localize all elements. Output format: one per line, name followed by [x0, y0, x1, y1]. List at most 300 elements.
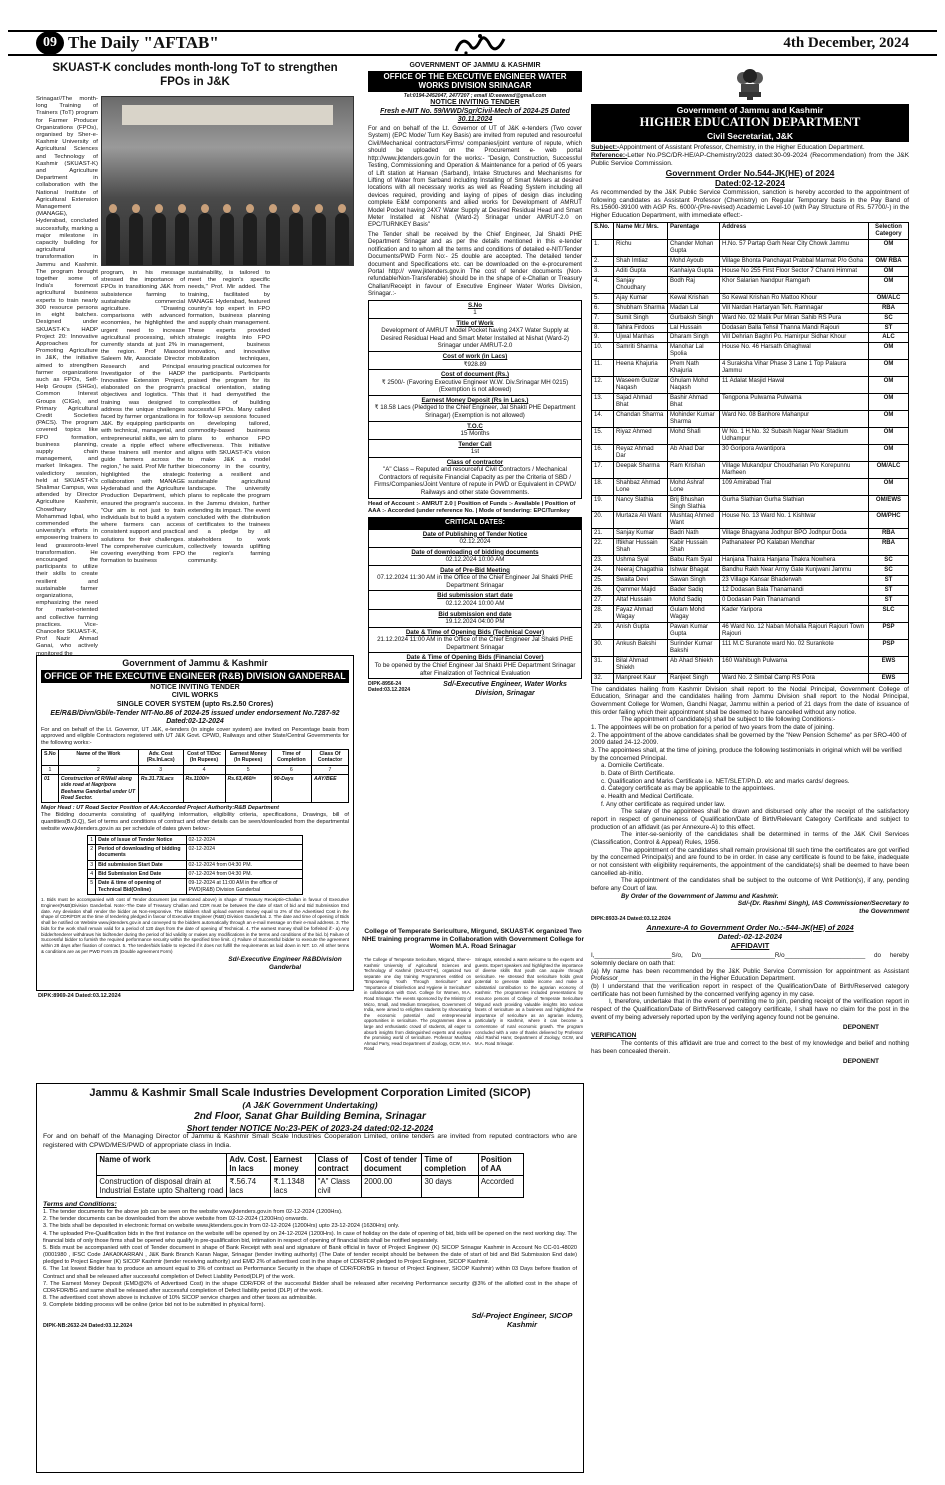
hed-condition: e. Health and Medical Certificate. — [601, 793, 694, 800]
hed-candidate-row — [592, 323, 909, 333]
rnb-system: SINGLE COVER SYSTEM (upto Rs.2.50 Crores) — [116, 701, 274, 708]
ww-date-value: 21.12.2024 11:00 AM in the Office of the Chief Engineer Jal Shakti PHE Department Srinagar — [377, 636, 573, 651]
news-column-2: program, in his message stressed the importance of FPOs in transitioning J&K from subsistence farming to sustainable commercial agriculture. "Drawing comparisons with advanced economies, he highlighted the urgent need to increase agricultural processing, which currently stands at just 2% in the region. Prof Masood Saleem Mir, Associate Director Research and Principal Investigator of the HADP Innovative Extension Project, elaborated on the program's objectives and logistics. "This training was designed to address the unique challenges faced by farmer organizations in J&K. By equipping participants with technical, managerial, and entrepreneurial skills, we aim to create a ripple effect where these trainers will mentor and guide farmers across the region," he said. Prof Mir further highlighted the strategic collaboration with MANAGE Hyderabad and the Agriculture Production Department, which ensured the program's success. "Our aim is not just to train individuals but to build a system where farmers can access consistent support and practical solutions for their challenges. The comprehensive curriculum, covering everything from FPO formation to business — [101, 270, 185, 565]
rnb-cell: 90-Days — [271, 775, 311, 803]
address-cell: Tengpona Pulwama Pulwama — [720, 394, 869, 411]
parentage-cell: Ram Krishan — [668, 461, 720, 478]
category-cell: OM — [869, 239, 909, 256]
category-cell: ST — [869, 596, 909, 606]
name-cell: Waseem Gulzar Naqash — [614, 377, 668, 394]
ww-label: Cost of work (in Lacs) — [442, 353, 508, 361]
hed-sec: Civil Secretariat, J&K — [707, 130, 793, 141]
sched-cell: Date & time of opening of Technical Bid(Online) — [96, 879, 186, 895]
hed-candidate-row — [592, 266, 909, 276]
parentage-cell: Mohd Sadiq — [668, 596, 720, 606]
hed-condition: 2. The appointment of the above candidates shall be governed by the "New Pension Scheme" as per SRO-400 of 2009 dated 24-12-2009. — [591, 731, 907, 747]
hed-candidate-row — [592, 596, 909, 606]
category-cell: OM — [869, 343, 909, 360]
address-cell: Vill Nardan Hartaryan Teh. Ramnagar — [720, 303, 869, 313]
rnb-conditions: 1. Bids must be accompanied with cost of Tender document (as mentioned above) in shape of Treasury Receipt/e-Challan in favour of Executive Engineer(R&B)Division Ganderbal. Note:-The Date of Treasury Challan and CDR must be between the date of start of bid and Bid Submission End date. Any deviation shall render the bidder as Non-responsive. The Bidders shall upload earnest money equal to 2% of the Advertised Cost in the shape of CDR/FDR at the time of tendering pledged in favour of Executive Engineer (R&B) Division Ganderbal. 2. The date and time of opening of Bids shall be notified on Website www.jktenders.gov.in and conveyed to the bidders automatically through an e-mail message on their e-mail address. 3. The bids for the work shall remain valid for a period of 120 days from the date of opening of Technical. 4. The earnest money shall be forfeited if:- a) Any bidder/tenderer withdraws his bid/tender during the period of bid validity or makes any modifications in the terms and conditions of the bid. b) Failure of Successful bidder to furnish the required performance security within the specified time limit. c) Failure of Successful bidder to execute the agreement within 28 days after fixation of contract. 5. The tender/bids liable to rejected if it does not fulfill the requirements as laid down in NIT. 10. All other terms & conditions are as per PWD Form 25 (Double agreement Form) — [41, 897, 349, 954]
ww-date-label: Date of Publishing of Tender Notice — [422, 530, 528, 538]
name-cell: Ankush Bakshi — [614, 639, 668, 656]
ww-office: OFFICE OF THE EXECUTIVE ENGINEER WATER WORKS DIVISION SRINAGAR — [368, 71, 582, 93]
address-cell: Hanjana Thakra Hanjana Thakra Nowhera — [720, 556, 869, 566]
hed-candidate-row — [592, 411, 909, 428]
sicop-th: Cost of tender document — [362, 1153, 422, 1175]
hed-candidate-row — [592, 343, 909, 360]
serial-cell: 15. — [592, 427, 614, 444]
serial-cell: 24. — [592, 566, 614, 576]
hed-condition: d. Category certificate as may be applicable to the appointees. — [601, 785, 775, 793]
parentage-cell: Mohd Shafi — [668, 427, 720, 444]
sicop-term: 1. The tender documents for the above job can be seen on the website www.jktenders.gov.in from 02-12-2024 (1200Hrs). — [43, 1209, 343, 1216]
parentage-cell: Brij Bhushan Singh Slathia — [668, 495, 720, 512]
category-cell: OM — [869, 266, 909, 276]
ww-tel: Tel:0194-2452047, 2477207 ; email ID:eewwsd@gmail.com — [403, 93, 547, 100]
category-cell: ST — [869, 586, 909, 596]
ww-gov: GOVERNMENT OF JAMMU & KASHMIR — [409, 62, 541, 69]
hed-candidate-row — [592, 303, 909, 313]
category-cell: OM — [869, 427, 909, 444]
parentage-cell: Kanhaiya Gupta — [668, 266, 720, 276]
serial-cell: 32. — [592, 673, 614, 683]
rnb-num: 2 — [58, 765, 138, 774]
ww-table — [368, 300, 582, 499]
name-cell: Chandan Sharma — [614, 411, 668, 428]
sericulture-col-2: Srinagar, extended a warm welcome to the experts and guests. Expert speakers and highlighted the importance of diverse skills that youth can acquire through sericulture. He stressed that sericulture holds great potential to generate stable income and make a substantial contribution to the agrarian economy of Kashmir. The programmes included presentations by resource persons of College of Temperate Sericulture Mirgund each providing valuable insights into various facets of sericulture as a business and highlighted the importance of sericulture as an agrarian industry, particularly in Kashmir, where it can become a cornerstone of rural economic growth. The program concluded with a vote of thanks delivered by Professor Abid Rashid Hamr, Department of Zoology, GCW, and M.A. Road Srinagar. — [475, 957, 583, 1046]
name-cell: Nancy Slathia — [614, 495, 668, 512]
sched-cell: 02-12-2024 — [186, 845, 302, 861]
sched-cell: 5 — [88, 879, 96, 895]
sericulture-col-1: The College of Temperate Sericulture, Mirgund, Sher-e-Kashmir University of Agricultural Sciences and Technology of Kashmir (SKUAST-K), organized two separate one day training Programmes entitled on "Empowering Youth Through Sericulture" and "Importance of Disinfection and Hygiene in Sericulture" in collaboration with Govt. College for Women, M.A. Road Srinagar. The events sponsored by the Ministry of Micro, Small, and Medium Enterprises, Government of India, were aimed to enlighten students by showcasing the economic potential and entrepreneurial opportunities in sericulture. The programmes drew a large and enthusiastic crowd of students, all eager to absorb insights from distinguished experts and explore the promising world of sericulture. Professor Mushtaq Ahmad Parry, Head Department of Zoology, GCW, M.A. Road — [364, 957, 471, 1052]
hed-candidate-row — [592, 512, 909, 529]
name-cell: Swaita Devi — [614, 576, 668, 586]
hed-th: Selection Category — [869, 223, 909, 240]
sicop-notice: Short tender NOTICE No:23-PEK of 2023-24 dated:02-12-2024 — [186, 1122, 434, 1133]
hed-candidate-row — [592, 539, 909, 556]
sicop-th: Class of contract — [315, 1153, 361, 1175]
serial-cell: 27. — [592, 596, 614, 606]
hed-candidate-row — [592, 529, 909, 539]
sched-cell: 4 — [88, 870, 96, 879]
hed-dated: Dated:02-12-2024 — [715, 178, 785, 189]
rnb-office: OFFICE OF THE EXECUTIVE ENGINEER (R&B) DIVISION GANDERBAL — [41, 670, 349, 683]
category-cell: ST — [869, 576, 909, 586]
parentage-cell: Bodh Raj — [668, 276, 720, 293]
hed-aff-a: (a) My name has been recommended by the J&K Public Service Commission for appointment as Assistant Professor_____________________ in the Higher Education Department. — [591, 967, 909, 983]
sicop-terms-head: Terms and Conditions: — [43, 1200, 117, 1208]
sched-cell: 07-12-2024 from 04:30 PM. — [186, 870, 302, 879]
parentage-cell: Bashir Ahmad Bhat — [668, 394, 720, 411]
sicop-table — [96, 1153, 523, 1198]
name-cell: Riyaz Ahmed — [614, 427, 668, 444]
sicop-term: 9. Complete bidding process will be online (price bid not to be submitted in physical form). — [43, 1302, 265, 1309]
hed-candidates-table — [591, 222, 909, 684]
name-cell: Sanjay Kumar — [614, 529, 668, 539]
parentage-cell: Kewal Krishan — [668, 293, 720, 303]
ww-label: Tender Call — [458, 440, 492, 448]
parentage-cell: Prem Nath Khajuria — [668, 360, 720, 377]
address-cell: 30 Goripora Awantipora — [720, 444, 869, 461]
name-cell: Sumit Singh — [614, 313, 668, 323]
ww-value: ₹ 2500/- (Favoring Executive Engineer W.W. Div.Srinagar MH 0215) (Exemption is not allowed) — [381, 378, 569, 394]
serial-cell: 3. — [592, 266, 614, 276]
serial-cell: 22. — [592, 539, 614, 556]
hed-dipk: DIPK:8933-24 Dated:03.12.2024 — [591, 916, 671, 923]
sched-cell: 1 — [88, 835, 96, 844]
serial-cell: 26. — [592, 586, 614, 596]
serial-cell: 2. — [592, 256, 614, 266]
sicop-th: Position of AA — [478, 1153, 523, 1175]
sched-cell: 3 — [88, 860, 96, 869]
serial-cell: 10. — [592, 343, 614, 360]
hed-deponent: DEPONENT — [842, 1024, 879, 1032]
serial-cell: 19. — [592, 495, 614, 512]
ww-value: "A" Class – Reputed and resourceful Civil Contractors / Mechanical Contractors of requisite Financial Capacity as per the Criteria of SBD / Firms/Companies/Joint Venture of repute in PWD or Equivalent in CPWD/ Railways and other state Governments. — [374, 466, 576, 497]
rnb-num: 4 — [183, 765, 225, 774]
ww-date-label: Date & Time of Opening Bids (Financial Cover) — [406, 654, 544, 662]
category-cell: RBA — [869, 529, 909, 539]
sicop-term: 2. The tender documents can be downloaded from the above website from 02-12-2024 (1200Hrs) onwards. — [43, 1216, 309, 1223]
address-cell: Village Mukandpur Choudharian P/o Korepunnu Marheen — [720, 461, 869, 478]
sched-cell: Bid Submission End Date — [96, 870, 186, 879]
parentage-cell: Mohd Ayoub — [668, 256, 720, 266]
rnb-cell: AAY/BEE — [311, 775, 348, 803]
hed-condition: 1. The appointees will be on probation for a period of two years from the date of joining. — [591, 723, 835, 731]
address-cell: 111 M.C Suranote ward No. 02 Surankote — [720, 639, 869, 656]
hed-condition: f. Any other certificate as required under law. — [601, 800, 726, 808]
parentage-cell: Mushtaq Ahmed Want — [668, 512, 720, 529]
serial-cell: 7. — [592, 313, 614, 323]
serial-cell: 18. — [592, 478, 614, 495]
name-cell: Murtaza Ali Want — [614, 512, 668, 529]
address-cell: Village Bhagyana Jodhpur BPO Jodhpur Doda — [720, 529, 869, 539]
category-cell: OM — [869, 394, 909, 411]
sched-cell: Date of Issue of Tender Notice — [96, 835, 186, 844]
hed-condition: b. Date of Birth Certificate. — [601, 769, 675, 777]
issue-date: 4th December, 2024 — [783, 34, 909, 51]
name-cell: Anish Gupta — [614, 622, 668, 639]
sicop-term: 7. The Earnest Money Deposit (EMD@2% of Advertised Cost) in the shape CDR/FDR of the successful Bidder shall be released after receiving Performance security @3% of the allotted cost in the shape of CDR/FDR/BG and same shall be released after successful completion of Defect liability period (DLP) of the work. — [43, 1280, 577, 1294]
rnb-schedule — [87, 835, 303, 895]
ww-body1: For and on behalf of the Lt. Governor of UT of J&K e-tenders (Two cover System) (EPC Mode/ Turn Key Basis) are invited from reputed and resourceful Civil/Mechanical contractors/Firms/ companies/joint venture of repute, which should be uploaded on the Procurement e- web portal http://www.jktenders.gov.in for the works:- "Design, Construction, Successful Testing, Commissioning and Operation & Maintenance for a period of 05 years of Lift station at Harwan (Sarband), Intake Structures and Mechanisms for Lifting of Water from Sarband including Installing of Smart Meters at desired locations with all necessary works as well as Reading System including all devices required, providing and laying of pipes of design dias including complete E&M components and allied works for Development of AMRUT Model Pocket having 24X7 Water Supply at Desired Residual Head and Smart Meter Installed at Nishat (Ward-2) Srinagar under AMRUT-2.0 on EPC/TURNKEY Basis" — [368, 124, 582, 229]
ww-label: Earnest Money Deposit (Rs in Lacs.) — [421, 396, 529, 404]
rnb-num: 7 — [311, 765, 348, 774]
news-column-1: Srinagar//The month-long Training of Trainers (ToT) program for Farmer Producer Organizations (FPOs), organised by Sher-e-Kashmir University of Agricultural Sciences and Technology of Kashmir (SKUAST-K) and Agriculture Department in collaboration with the National Institute of Agricultural Extension Management (MANAGE), Hyderabad, concluded successfully, marking a major milestone in capacity building for agricultural transformation in Jammu and Kashmir. The program brought together some of India's foremost agricultural business experts to train nearly 300 resource persons in eight batches. Designed under SKUAST-K's HADP Project 20: Innovative Approaches for Promoting Agriculture in J&K, the initiative aimed to strengthen farmer organizations such as FPOs, Self-Help Groups (SHGs), Common Interest Groups (CIGs), and Primary Agricultural Credit Societies (PACS). The program covered topics like FPO formation, business planning, supply chain management, and market linkages. The valedictory session, held at SKUAST-K's Shalimar Campus, was attended by Director Agriculture Kashmir, Chowdhary Mohammad Iqbal, who commended the university's efforts in empowering trainers to lead grassroots-level transformation. He encouraged the participants to utilize their skills to create resilient and sustainable farmer organizations, emphasizing the need for market-oriented and collective farming practices. Vice-Chancellor SKUAST-K, Prof Nazir Ahmad Ganai, who actively monitored the — [36, 96, 98, 657]
hed-th: S.No. — [592, 223, 614, 240]
hed-candidate-row — [592, 461, 909, 478]
parentage-cell: Ranjeet Singh — [668, 673, 720, 683]
hed-table-body — [592, 239, 909, 683]
category-cell: ST — [869, 323, 909, 333]
category-cell: OM — [869, 411, 909, 428]
hed-para2: The appointment of candidate(s) shall be subject to tile following Conditions:- — [621, 716, 836, 724]
address-cell: Ward No. 08 Banhore Mahanpur — [720, 411, 869, 428]
category-cell: SLC — [869, 606, 909, 623]
sicop-intro: For and on behalf of the Managing Director of Jammu & Kashmir Small Scale Industries Cooperation Limited, online tenders are invited from reputed contractors who are registered with CPWD/MES/PWD of appropriate class in India. — [43, 1133, 577, 1149]
category-cell: SC — [869, 556, 909, 566]
hed-candidate-row — [592, 576, 909, 586]
serial-cell: 25. — [592, 576, 614, 586]
hed-aff-line: I,______________________S/o, D/o_____________________R/o_______________________ do hereby solemnly declare on oath that: — [591, 952, 909, 967]
hed-by-order: By Order of the Government of Jammu and Kashmir. — [621, 892, 779, 900]
rnb-works: CIVIL WORKS — [171, 692, 219, 700]
ww-label: T.O.C — [467, 422, 483, 430]
masthead — [8, 30, 937, 56]
address-cell: Pathanateer PO Kalaban Mendhar — [720, 539, 869, 556]
sicop-term: 5. Bids must be accompanied with cost of Tender document in shape of Bank Receipt with seal and signature of Bank official in favor of Project Engineer (K) SICOP Srinagar Kashmir in Account No CC-01-48020 (0001980 , IFSC Code JAKA0KARRAN , J&K Bank Branch Karan Nagar, Srinagar (tender inviting authority) (The Date of tender receipt should be between the date of start of bid and Bid Submission End date) pledged to Project Engineer (K) SICOP Kashmir (tender receiving authority) and EMD 2% of advertised cost in the shape of CDR/FDR pledged to Project Engineer, SICOP Kashmir. — [43, 1244, 577, 1266]
ww-signature: Sd/-Executive Engineer, Water Works Division, Srinagar — [443, 681, 567, 697]
hed-candidate-row — [592, 239, 909, 256]
rnb-cell: 01 — [42, 775, 59, 803]
hed-candidate-row — [592, 313, 909, 323]
name-cell: Bilal Ahmad Shiekh — [614, 656, 668, 673]
hed-annex-dated: Dated:-02-12-2024 — [717, 931, 783, 941]
serial-cell: 17. — [592, 461, 614, 478]
address-cell: Vill Dehrian Baghri Po. Hamirpur Sidhar Khour — [720, 333, 869, 343]
name-cell: Tahira Firdoos — [614, 323, 668, 333]
address-cell: House No. 46 Harsath Ghaghwal — [720, 343, 869, 360]
parentage-cell: Mohd Ashraf Lone — [668, 478, 720, 495]
ww-date-value: To be opened by the Chief Engineer Jal Shakti PHE Department Srinagar after Finalization of Technical Evaluation — [374, 661, 576, 677]
ww-label: Title of Work — [456, 319, 494, 327]
hed-candidate-row — [592, 566, 909, 576]
hed-affidavit: AFFIDAVIT — [730, 941, 770, 951]
category-cell: OM — [869, 377, 909, 394]
sicop-th: Adv. Cost. In lacs — [227, 1153, 271, 1175]
address-cell: 12 Dodasan Bala Thanamandi — [720, 586, 869, 596]
sicop-term: 4. The uploaded Pre-Qualification bids in the first instance on the website will be opened by on 24-12-2024 (1200Hrs). In case of holiday on the date of opening of bid, bids will be opened on the next working day. The financial bids of only those firms shall be opened who qualify in pre-qualification bid, intimation in respect of opening of financial bids shall be notified separately. — [43, 1230, 577, 1244]
category-cell: OM — [869, 444, 909, 461]
ww-value: 15 Months — [460, 430, 490, 438]
hed-dept: HIGHER EDUCATION DEPARTMENT — [639, 115, 861, 130]
hed-th: Parentage — [668, 223, 720, 240]
serial-cell: 12. — [592, 377, 614, 394]
hed-verification: VERIFICATION — [591, 1032, 637, 1040]
address-cell: 109 Amirabad Tral — [720, 478, 869, 495]
parentage-cell: Surinder Kumar Bakshi — [668, 639, 720, 656]
name-cell: Shah Imtiaz — [614, 256, 668, 266]
ww-dipk: DIPK-8956-24 Dated:03.12.2024 — [368, 681, 411, 694]
address-cell: 11 Adalat Masjid Hawal — [720, 377, 869, 394]
rnb-table — [41, 749, 349, 803]
parentage-cell: Ghulam Mohd Naqash — [668, 377, 720, 394]
hed-deponent-2: DEPONENT — [842, 1057, 879, 1065]
address-cell: So Kewal Krishan Ro Mattoo Khour — [720, 293, 869, 303]
category-cell: PSP — [869, 639, 909, 656]
page-number: 09 — [36, 31, 64, 55]
address-cell: Village Bhonta Panchayat Prabbal Marmat P/o Goha — [720, 256, 869, 266]
address-cell: Dodasan Balla Tehsil Thanna Mandi Rajouri — [720, 323, 869, 333]
hed-aff-c: I, therefore, undertake that in the event of permitting me to join, pending receipt of the verification report in respect of the Qualification/Date of Birth/Reserved category certificate, I shall have no claim for the post in the event of my being adversely reported upon by the verifying agency found not be genuine. — [591, 998, 909, 1021]
name-cell: Qammer Majid — [614, 586, 668, 596]
hed-para1: The candidates hailing from Kashmir Division shall report to the Nodal Principal, Government College of Education, Srinagar and the candidates hailing from Jammu Division shall report to the Nodal Principal, Government College for Women, Gandhi Nagar, Jammu within a period of 21 days from the date of issuance of this order failing which their appointment shall be deemed to have cancelled without any notice. — [591, 685, 909, 716]
ww-value: ₹ 18.58 Lacs (Pledged to the Chief Engineer, Jal Shakti PHE Department Srinagar) (Exemption is not allowed) — [374, 404, 576, 419]
hed-order: Government Order No.544-JK(HE) of 2024 — [665, 168, 835, 179]
hed-th: Address — [720, 223, 869, 240]
category-cell: ALC — [869, 333, 909, 343]
higher-education-order — [591, 62, 909, 1480]
hed-candidate-row — [592, 394, 909, 411]
rnb-cell: Rs.1100/= — [183, 775, 225, 803]
news-column-4-filler — [273, 270, 354, 652]
serial-cell: 31. — [592, 656, 614, 673]
rnb-cell: Construction of R/Wall along side road at Nagripora Beehama Ganderbal under UT Road Sector. — [58, 775, 138, 803]
serial-cell: 28. — [592, 606, 614, 623]
ww-dates — [368, 517, 582, 679]
serial-cell: 29. — [592, 622, 614, 639]
category-cell: OM — [869, 276, 909, 293]
sicop-signature: Sd/-Project Engineer, SICOP Kashmir — [471, 1311, 573, 1330]
address-cell: Khor Salarian Nandpur Ramgarh — [720, 276, 869, 293]
address-cell: Ward No. 2 Simbal Camp RS Pora — [720, 673, 869, 683]
rnb-bidding: The Bidding documents consisting of qualifying information, eligibility criteria, specifications, Drawings, bill of quantities(B.O.Q), Set of terms and conditions of contract and other details can be seen/downloaded from the departmental website www.jktenders.gov.in as per schedule of dates given below:- — [41, 812, 349, 832]
ww-notice: NOTICE INVITING TENDER — [430, 99, 520, 107]
hed-candidate-row — [592, 586, 909, 596]
sericulture-headline: College of Temperate Sericulture, Mirgund, SKUAST-K organized Two NHE training programme in Collaboration with Government College for Women M.A. Road Srinagar — [362, 928, 585, 951]
address-cell: 160 Wahibugh Pulwama — [720, 656, 869, 673]
parentage-cell: Dharam Singh — [668, 333, 720, 343]
hed-candidate-row — [592, 256, 909, 266]
ww-date-label: Bid submission start date — [437, 592, 513, 600]
name-cell: Sajad Ahmad Bhat — [614, 394, 668, 411]
serial-cell: 6. — [592, 303, 614, 313]
rnb-num: 3 — [138, 765, 183, 774]
name-cell: Iftikhar Hussain Shah — [614, 539, 668, 556]
water-works-notice — [366, 62, 584, 926]
rnb-th: S.No — [42, 750, 59, 766]
hed-condition: c. Qualification and Marks Certificate i.e. NET/SLET/Ph.D. etc and marks cards/ degrees. — [601, 777, 850, 785]
rnb-nit: EE/R&B/Divn/Gbl/e-Tender NIT-No.86 of 2024-25 issued under endorsement No.7287-92 Dated:02-12-2024 — [50, 709, 340, 726]
name-cell: Samriti Sharma — [614, 343, 668, 360]
rnb-intro: For and on behalf of the Lt. Governor, UT J&K, e-tenders (in single cover system) are invited on Percentage basis from approved and eligible Contractors registered with UT J&K Govt. CPWD, Railways and other State/Central Governments for the following works:- — [41, 726, 349, 747]
ww-label: Class of contractor — [446, 458, 504, 466]
parentage-cell: Lal Hussain — [668, 323, 720, 333]
address-cell: 46 Ward No. 12 Naban Mohalla Rajouri Rajouri Town Rajouri — [720, 622, 869, 639]
category-cell: SC — [869, 313, 909, 323]
parentage-cell: Bader Sadiq — [668, 586, 720, 596]
name-cell: Manpreet Kaur — [614, 673, 668, 683]
category-cell: OM/PHC — [869, 512, 909, 529]
sicop-address: 2nd Floor, Sanat Ghar Building Bemina, Srinagar — [194, 1110, 426, 1122]
rnb-th: Cost of T/Doc (In Rupees) — [183, 750, 225, 766]
ww-date-label: Bid submission end date — [438, 610, 512, 618]
ww-date-value: 02.12.2024 — [459, 538, 491, 546]
name-cell: Shubham Sharma — [614, 303, 668, 313]
sicop-term: 3. The bids shall be deposited in electronic format on website www.jktenders.gov.in from 02-12-2024 (1200Hrs) upto 23-12-2024 (1630Hrs) only. — [43, 1223, 400, 1230]
ww-date-value: 07.12.2024 11:30 AM in the Office of the Chief Engineer Jal Shakti PHE Department Srinagar — [377, 574, 573, 589]
sched-cell: 02-12-2024 from 04:30 PM. — [186, 860, 302, 869]
category-cell: OM/ALC — [869, 293, 909, 303]
name-cell: Ushma Syal — [614, 556, 668, 566]
parentage-cell: Pawan Kumar Gupta — [668, 622, 720, 639]
serial-cell: 13. — [592, 394, 614, 411]
sicop-cell: ₹.56.74 lacs — [227, 1175, 271, 1197]
ww-nit: Fresh e-NIT No. 59/WWD/Sgr/Civil-Mech of 2024-25 Dated 30.11.2024 — [380, 107, 570, 124]
hed-para3: The salary of the appointees shall be drawn and disbursed only after the receipt of the satisfactory report in respect of genuineness of Qualification/Date of Birth/Relevant Category Certificate and subject to production of an affidavit (as per Annexure-A) to this effect. — [591, 808, 909, 831]
rnb-num: 5 — [225, 765, 271, 774]
address-cell: Kader Yaripora — [720, 606, 869, 623]
name-cell: Heena Khajuria — [614, 360, 668, 377]
category-cell: EWS — [869, 656, 909, 673]
rnb-th: Time of Completion — [271, 750, 311, 766]
hed-ref-label: Reference:- — [591, 152, 628, 159]
hed-candidate-row — [592, 478, 909, 495]
ww-value: Development of AMRUT Model Pocket having 24X7 Water Supply at Desired Residual Head and Smart Meter Installed at Nishat (Ward-2) Srinagar under AMRUT-2.0 — [380, 327, 570, 350]
sicop-title: Jammu & Kashmir Small Scale Industries Development Corporation Limited (SICOP) — [89, 1087, 531, 1099]
name-cell: Neeraj Chagathia — [614, 566, 668, 576]
serial-cell: 9. — [592, 333, 614, 343]
hed-condition: a. Domicile Certificate. — [601, 762, 664, 770]
rnb-num: 6 — [271, 765, 311, 774]
sicop-cell: 30 days — [422, 1175, 478, 1197]
hed-candidate-row — [592, 377, 909, 394]
ww-body2: The Tender shall be received by the Chief Engineer, Jal Shakti PHE Department Srinagar and as per the details mentioned in this e-tender notification and to whom all the terms and conditions of detailed e-NIT/Tender Documents/PWD Form No:- 25 double are accepted. The detailed tender document and Specifications etc. can be downloaded on the e-procurement Portal http:// www.jktenders.gov.in The cost of tender documents (Non-refundable/Non-Transferable) should be in the shape of e-Challan or Treasury Challan/Receipt in favour of Executive Engineer Water Works Division, Srinagar.:- — [368, 230, 582, 298]
serial-cell: 16. — [592, 444, 614, 461]
serial-cell: 8. — [592, 323, 614, 333]
hed-candidate-row — [592, 444, 909, 461]
ww-date-value: 02.12.2024 10:00 AM — [445, 600, 505, 608]
news-photo — [101, 96, 354, 266]
name-cell: Deepak Sharma — [614, 461, 668, 478]
newspaper-logo — [448, 31, 512, 57]
parentage-cell: Ab Ahad Shiekh — [668, 656, 720, 673]
sicop-dipk: DIPK-NB:2632-24 Dated:03.12.2024 — [43, 1323, 133, 1330]
news-headline: SKUAST-K concludes month-long ToT to strengthen FPOs in J&K — [52, 62, 338, 88]
serial-cell: 21. — [592, 529, 614, 539]
serial-cell: 1. — [592, 239, 614, 256]
parentage-cell: Manohar Lal Spolia — [668, 343, 720, 360]
rnb-cell: Rs.63,460/= — [225, 775, 271, 803]
address-cell: H.No. 57 Partap Garh Near City Chowk Jammu — [720, 239, 869, 256]
rnb-tender-notice — [36, 655, 354, 991]
paper-name: The Daily "AFTAB" — [68, 32, 219, 52]
rnb-signature: Sd/-Executive Engineer R&BDivision Ganderbal — [228, 956, 342, 972]
parentage-cell: Madan Lal — [668, 303, 720, 313]
hed-candidate-row — [592, 495, 909, 512]
hed-intro: As recommended by the J&K Public Service Commission, sanction is hereby accorded to the appointment of following candidates as Assistant Professor (Chemistry) on Regular Temporary basis in the Pay Band of Rs.15600-39100 with AGP Rs. 6000/-(Pre-revised) Academic Level-10 (with Pay Structure of Rs. 57700/-) in the Higher Education Department, with immediate effect:- — [591, 188, 909, 220]
category-cell: RBA — [869, 539, 909, 556]
sched-cell: Period of downloading of bidding documents — [96, 845, 186, 861]
ww-heads: Head of Account :- AMRUT 2.0 | Position of Funds :- Available | Position of AAA :- Accorded (under reference No. | Mode of tendering: EPC/Turnkey — [368, 500, 576, 514]
hed-ref: Letter No.PSC/DR-HE/AP-Chemistry/2023 dated:30-09-2024 (Recommendation) from the J&K Public Service Commission. — [591, 152, 909, 168]
address-cell: 23 Village Kansar Bhaderwah — [720, 576, 869, 586]
sicop-cell: "A" Class civil — [315, 1175, 361, 1197]
category-cell: OM — [869, 360, 909, 377]
category-cell: OM/ RBA — [869, 256, 909, 266]
sicop-cell: Accorded — [478, 1175, 523, 1197]
rnb-cell: Rs.31.73Lacs — [138, 775, 183, 803]
hed-signature: Sd/-(Dr. Rashmi Singh), IAS Commissioner/Secretary to the Government — [737, 900, 909, 916]
hed-para6: The appointment of the candidates shall be subject to the outcome of Writ Petition(s), if any, pending before any Court of law. — [591, 877, 909, 893]
news-headline-block — [36, 62, 354, 92]
address-cell: W No. 1 H.No. 32 Subash Nagar Near Stadium Udhampur — [720, 427, 869, 444]
ww-date-label: Date & Time of Opening Bids (Technical Cover) — [405, 628, 545, 636]
ww-date-value: 02.12.2024 10:00 AM — [445, 556, 505, 564]
rnb-gov: Government of Jammu & Kashmir — [122, 658, 268, 668]
rnb-notice: NOTICE INVITING TENDER — [150, 683, 240, 691]
serial-cell: 4. — [592, 276, 614, 293]
ww-date-value: 19.12.2024 04:00 PM — [445, 618, 505, 626]
rnb-dipk: DIPK:8969-24 Dated:03.12.2024 — [38, 993, 121, 999]
hed-subject-label: Subject:- — [591, 143, 620, 151]
ww-label: Cost of document (Rs.) — [440, 371, 510, 379]
hed-para5: The appointment of the candidates shall remain provisional till such time the certificates are got verified by the concerned Principal(s) and are found to be in order. In case any certificate is found to be fake, inadequate or not consistent with eligibility requirements, the appointment of the candidate(s) shall be deemed to have been cancelled ab-initio. — [591, 846, 909, 877]
sched-cell: 09-12-2024 at 11:00 AM in the office of PWD(R&B) Division Ganderbal — [186, 879, 302, 895]
sicop-cell: ₹.1.1348 lacs — [271, 1175, 315, 1197]
hed-candidate-row — [592, 276, 909, 293]
hed-subject: Appointment of Assistant Professor, Chemistry, in the Higher Education Department. — [619, 143, 865, 151]
